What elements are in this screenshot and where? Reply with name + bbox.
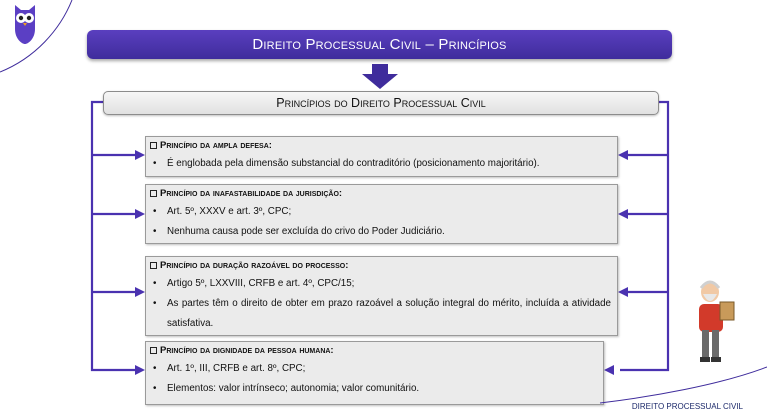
checkbox-icon [150,262,157,269]
bullet-icon: • [153,206,157,217]
footer-decoration [590,365,767,405]
principle-item: Artigo 5º, LXXVIII, CRFB e art. 4º, CPC/15; [167,278,355,289]
principle-box-dignidade [145,341,604,405]
page-title: Direito Processual Civil – Princípios [87,30,672,59]
principle-box-ampla-defesa [145,136,618,177]
principle-item: Art. 1º, III, CRFB e art. 8º, CPC; [167,363,306,374]
footer-label: DIREITO PROCESSUAL CIVIL [631,402,743,411]
bullet-icon: • [153,363,157,374]
checkbox-icon [150,347,157,354]
bullet-icon: • [153,158,157,169]
principle-title: Princípio da inafastabilidade da jurisdição: [160,188,343,199]
bullet-icon: • [153,226,157,237]
subheader: Princípios do Direito Processual Civil [103,91,659,115]
checkbox-icon [150,190,157,197]
bullet-icon: • [153,298,157,309]
principle-item: É englobada pela dimensão substancial do contraditório (posicionamento majoritário). [167,158,540,169]
checkbox-icon [150,142,157,149]
principle-box-duracao-razoavel [145,256,618,336]
professor-illustration-icon [690,278,750,366]
principle-item: As partes têm o direito de obter em prazo razoável a solução integral do mérito, incluída a atividade satisfativa. [167,298,611,329]
principle-item: Art. 5º, XXXV e art. 3º, CPC; [167,206,292,217]
bullet-icon: • [153,383,157,394]
down-arrow-icon [362,64,398,89]
principle-item: Nenhuma causa pode ser excluída do crivo do Poder Judiciário. [167,226,445,237]
principle-box-inafastabilidade [145,184,618,244]
bullet-icon: • [153,278,157,289]
principle-item: Elementos: valor intrínseco; autonomia; valor comunitário. [167,383,420,394]
principle-title: Princípio da duração razoável do processo: [160,260,349,271]
principle-title: Princípio da dignidade da pessoa humana: [160,345,334,356]
principle-title: Princípio da ampla defesa: [160,140,272,151]
